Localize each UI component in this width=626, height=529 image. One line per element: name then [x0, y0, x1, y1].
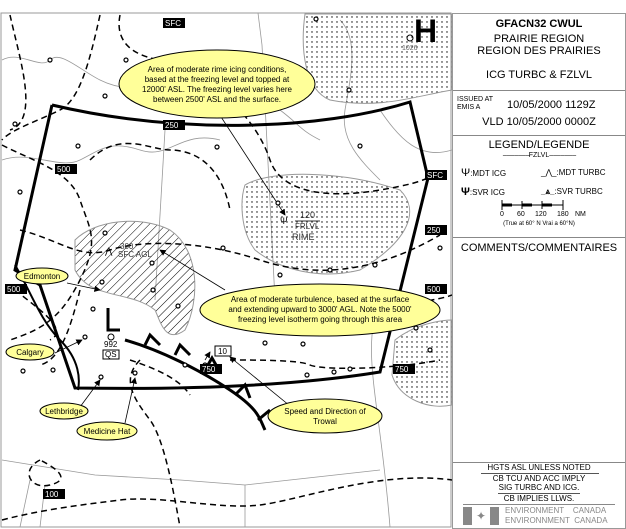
info-panel: GFACN32 CWUL PRAIRIE REGION REGION DES PRAIRIES ICG TURBC & FZLVL ISSUED AT EMIS A 10/05/2000 1129Z VLD 10/05/2000 0000Z LEGEND/LEGENDE – – – – – – –FZLVL– – – – – – – Ψ:MDT ICG Ψ:SVR ICG _⋀_:MDT TURBC _⩓_:SVR TURBC 0 60 120 180 NM (True at 60° N Vrai a 60°N) COMMENTS/COMMENTAIRES HGTS ASL UNLESS NOTED CB TCU AND ACC IMPLY SIG TURBC AND ICG. CB IMPLIES LLWS. ✦ ENVIRONMENT CANADA ENVIRONNMENT CANADA	[452, 13, 626, 529]
fzlvl-label: 500	[57, 165, 71, 174]
svg-text:based at the freezing level an: based at the freezing level and topped at	[144, 75, 290, 84]
fzlvl-label: 100	[45, 490, 59, 499]
turb-top: 300	[120, 242, 134, 251]
svg-text:Speed and Direction of: Speed and Direction of	[284, 407, 366, 416]
fzlvl-label: 250	[427, 226, 441, 235]
svg-text:Trowal: Trowal	[313, 417, 337, 426]
note-sig-turbc: SIG TURBC AND ICG.	[498, 483, 580, 492]
svg-text:Medicine Hat: Medicine Hat	[83, 427, 131, 436]
svg-text:12000' ASL. The freezing leve: 12000' ASL. The freezing level varies here	[142, 85, 292, 94]
note-cb-llws: CB IMPLIES LLWS.	[503, 494, 575, 503]
comments-title: COMMENTS/COMMENTAIRES	[460, 242, 618, 254]
note-cb-tcu: CB TCU AND ACC IMPLY	[492, 474, 586, 483]
legend-svr-icg: Ψ:SVR ICG	[461, 186, 506, 198]
legend-title: LEGEND/LEGENDE	[488, 139, 590, 151]
region-fr: REGION DES PRAIRIES	[477, 45, 601, 57]
legend-fzlvl: – – – – – – –FZLVL– – – – – – –	[502, 152, 576, 159]
callout-icing	[119, 50, 315, 118]
issued-label: ISSUED AT EMIS A	[457, 96, 494, 111]
svr-turbulence-icon: _⩓_	[541, 187, 555, 196]
scale-bar	[501, 200, 565, 210]
mdt-icing-icon: Ψ	[461, 167, 471, 179]
icing-top: 120	[300, 210, 316, 220]
note-hgts: HGTS ASL UNLESS NOTED	[487, 463, 591, 472]
chart-type: ICG TURBC & FZLVL	[486, 69, 592, 81]
svg-text:Area of moderate turbulence, b: Area of moderate turbulence, based at the surface	[230, 295, 410, 304]
fzlvl-label: 500	[7, 285, 21, 294]
svg-text:Edmonton: Edmonton	[23, 272, 61, 281]
trowal-speed: 10	[218, 347, 227, 356]
agency-fr: ENVIRONNMENT CANADA	[505, 516, 608, 525]
mdt-turbulence-icon: _⋀_	[541, 168, 557, 177]
icing-symbol-icon: Ψ	[280, 216, 288, 226]
product-id: GFACN32 CWUL	[495, 18, 583, 30]
svg-text:Calgary: Calgary	[16, 348, 44, 357]
turb-base: SFC AGL	[118, 250, 152, 259]
low-motion: QS	[105, 350, 117, 359]
high-symbol: H	[414, 13, 438, 49]
icing-base: FRLVL	[295, 222, 320, 231]
legend-svr-turbc: _⩓_:SVR TURBC	[541, 187, 603, 196]
callout-trowal	[268, 399, 382, 433]
low-pressure: 992	[104, 340, 118, 349]
canada-flag-logo: ✦	[463, 507, 499, 525]
fzlvl-label: 250	[165, 121, 179, 130]
icing-type: RIME	[292, 232, 315, 242]
svg-text:and extending upward to 3000': and extending upward to 3000' AGL. Note the 5000'	[228, 305, 412, 314]
turbulence-symbol-icon: ⋀	[105, 246, 113, 256]
callout-turbulence	[200, 284, 440, 336]
scale-note: (True at 60° N Vrai a 60°N)	[503, 221, 575, 227]
svg-text:Lethbridge: Lethbridge	[45, 407, 83, 416]
fzlvl-label: 750	[395, 365, 409, 374]
svg-text:between 2500' ASL and the surf: between 2500' ASL and the surface.	[153, 95, 281, 104]
fzlvl-label: 500	[427, 285, 441, 294]
svr-icing-icon: Ψ	[461, 186, 470, 198]
agency-en: ENVIRONMENT CANADA	[505, 506, 607, 515]
svg-text:freezing level isotherm going: freezing level isotherm going through this area	[237, 315, 403, 324]
high-pressure: 1026	[402, 45, 418, 52]
legend-mdt-turbc: _⋀_:MDT TURBC	[541, 168, 606, 177]
region-en: PRAIRIE REGION	[493, 33, 585, 45]
fzlvl-label: 750	[202, 365, 216, 374]
fzlvl-label: SFC	[427, 171, 443, 180]
fzlvl-label: SFC	[165, 19, 181, 28]
issued-value: 10/05/2000 1129Z	[507, 99, 596, 111]
legend-mdt-icg: Ψ:MDT ICG	[461, 167, 507, 179]
valid-time: VLD 10/05/2000 0000Z	[482, 116, 596, 128]
svg-text:Area of moderate rime icing co: Area of moderate rime icing conditions,	[147, 65, 287, 74]
